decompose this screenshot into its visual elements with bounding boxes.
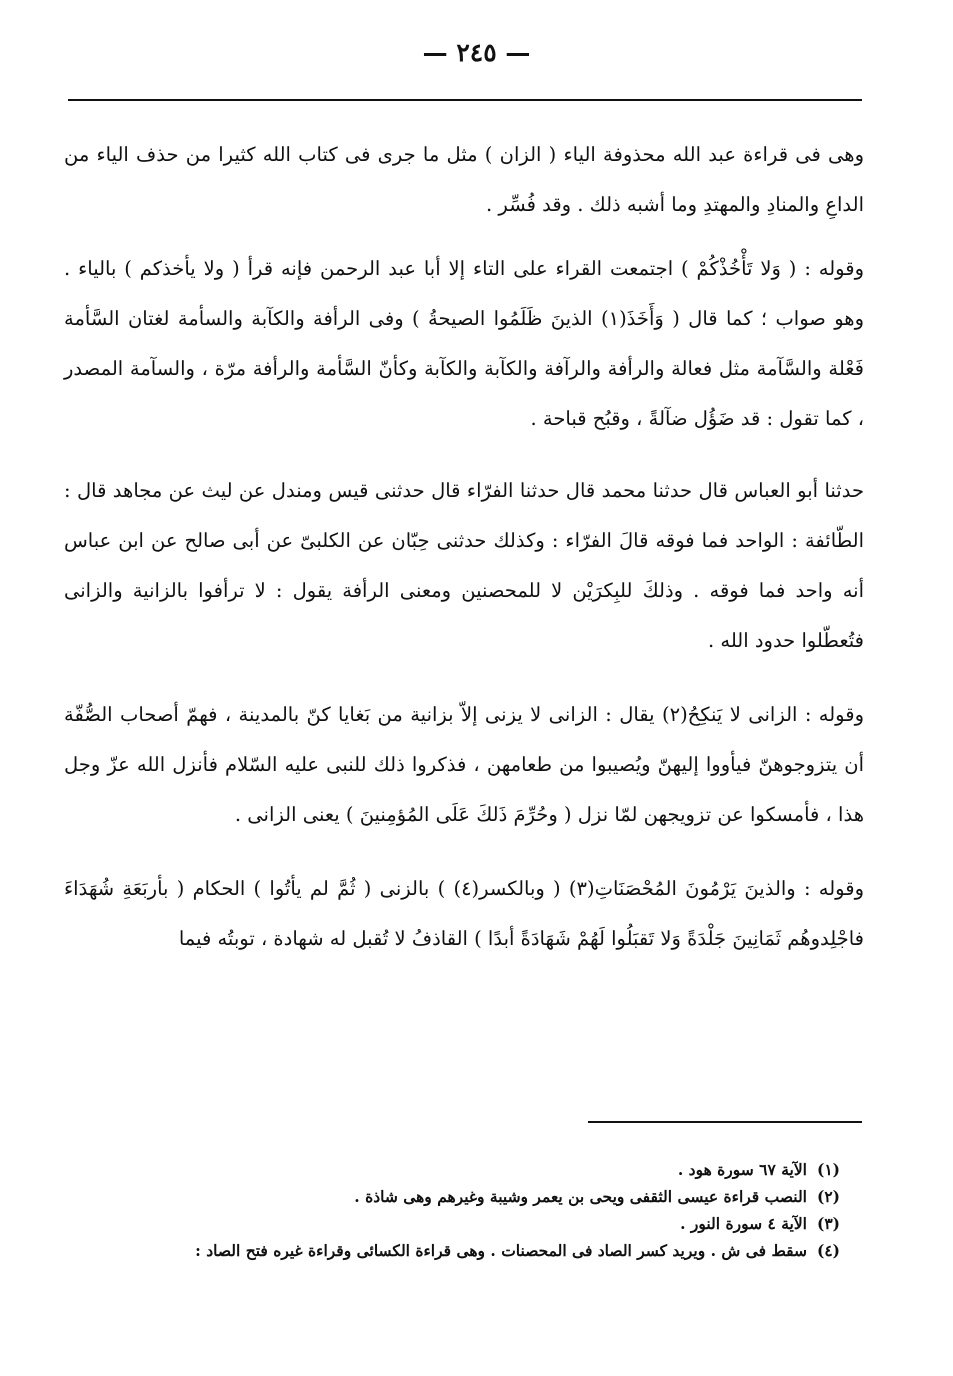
paragraph: وقوله : الزانى لا يَنكِحُ(٢) يقال : الزانى لا يزنى إلاّ بزانية من بَغايا كنّ بالمدينة ، فهمّ أصحاب الصُّفّة أن يتزوجوهنّ فيأووا إليهنّ ويُصيبوا من طعامهن ، فذكروا ذلك للنبى عليه السّلام فأنزل الله عزّ وجل هذا ، فأمسكوا عن تزويجهن لمّا نزل ( وحُرِّمَ ذَلكَ عَلَى المُؤمِنينَ ) يعنى الزانى . xyxy=(64,703,864,826)
footnote-text: الآية ٤ سورة النور . xyxy=(680,1214,807,1233)
footnote-text: سقط فى ش . ويريد كسر الصاد فى المحصنات . وهى قراءة الكسائى وقراءة غيره فتح الصاد : xyxy=(195,1241,807,1260)
footnote xyxy=(120,1183,840,1210)
footnote xyxy=(120,1156,840,1183)
footnote-number: (٤) xyxy=(816,1241,840,1260)
paragraph: وقوله : والذينَ يَرْمُونَ المُحْصَنَاتِ(٣) ( وبالكسر(٤) ) بالزنى ( ثُمَّ لم يأتُوا ) الحكام ( بأربَعَةِ شُهَدَاءَ فاجْلِدوهُم ثَمَانِينَ جَلْدَةً وَلا تَقبَلُوا لَهُمْ شَهَادَةً أبدًا ) القاذفُ لا تُقبل له شهادة ، توبتُه فيما xyxy=(64,877,864,950)
paragraph: وقوله : ( وَلا تَأْخُذْكُمْ ) اجتمعت القراء على التاء إلا أبا عبد الرحمن فإنه قرأ ( ولا يأخذكم ) بالياء . وهو صواب ؛ كما قال ( وَأَخَذَ(١) الذينَ ظَلَمُوا الصيحةُ ) وفى الرأفة والكآبة والسأمة لغتان السَّأمة فَعْلة والسَّآمة مثل فعالة والرأفة والرآفة والكآبة والكآبة وكأنّ السَّأمة والرأفة مرّة ، والسآمة المصدر ، كما تقول : قد ضَؤُل ضآلةً ، وقبُح قباحة . xyxy=(64,257,865,430)
paragraph: حدثنا أبو العباس قال حدثنا محمد قال حدثنا الفرّاء قال حدثنى قيس ومندل عن ليث عن مجاهد قال : الطّائفة : الواحد فما فوقه قالَ الفرّاء : وكذلك حدثنى حِبّان عن الكلبىّ عن أبى صالح عن ابن عباس أنه واحد فما فوقه . وذلكَ للبِكرَيْن لا للمحصنين ومعنى الرأفة يقول : لا ترأفوا بالزانية والزانى فتُعطّلوا حدود الله . xyxy=(64,479,864,652)
footnote-number: (٢) xyxy=(816,1187,840,1206)
footnotes xyxy=(120,1156,840,1264)
page-number: — ٢٤٥ — xyxy=(422,38,531,67)
header-rule xyxy=(68,99,862,101)
footnote-rule xyxy=(588,1121,862,1123)
footnote xyxy=(120,1237,840,1264)
footnote-number: (١) xyxy=(816,1160,840,1179)
footnote xyxy=(120,1210,840,1237)
paragraph: وهى فى قراءة عبد الله محذوفة الياء ( الزان ) مثل ما جرى فى كتاب الله كثيرا من حذف الياء من الداعِ والمنادِ والمهتدِ وما أشبه ذلك . وقد فُسِّر . xyxy=(64,143,864,216)
footnote-text: النصب قراءة عيسى الثقفى ويحى بن يعمر وشيبة وغيرهم وهى شاذة . xyxy=(354,1187,807,1206)
main-text xyxy=(64,120,864,964)
footnote-text: الآية ٦٧ سورة هود . xyxy=(677,1160,807,1179)
footnote-number: (٣) xyxy=(816,1214,840,1233)
